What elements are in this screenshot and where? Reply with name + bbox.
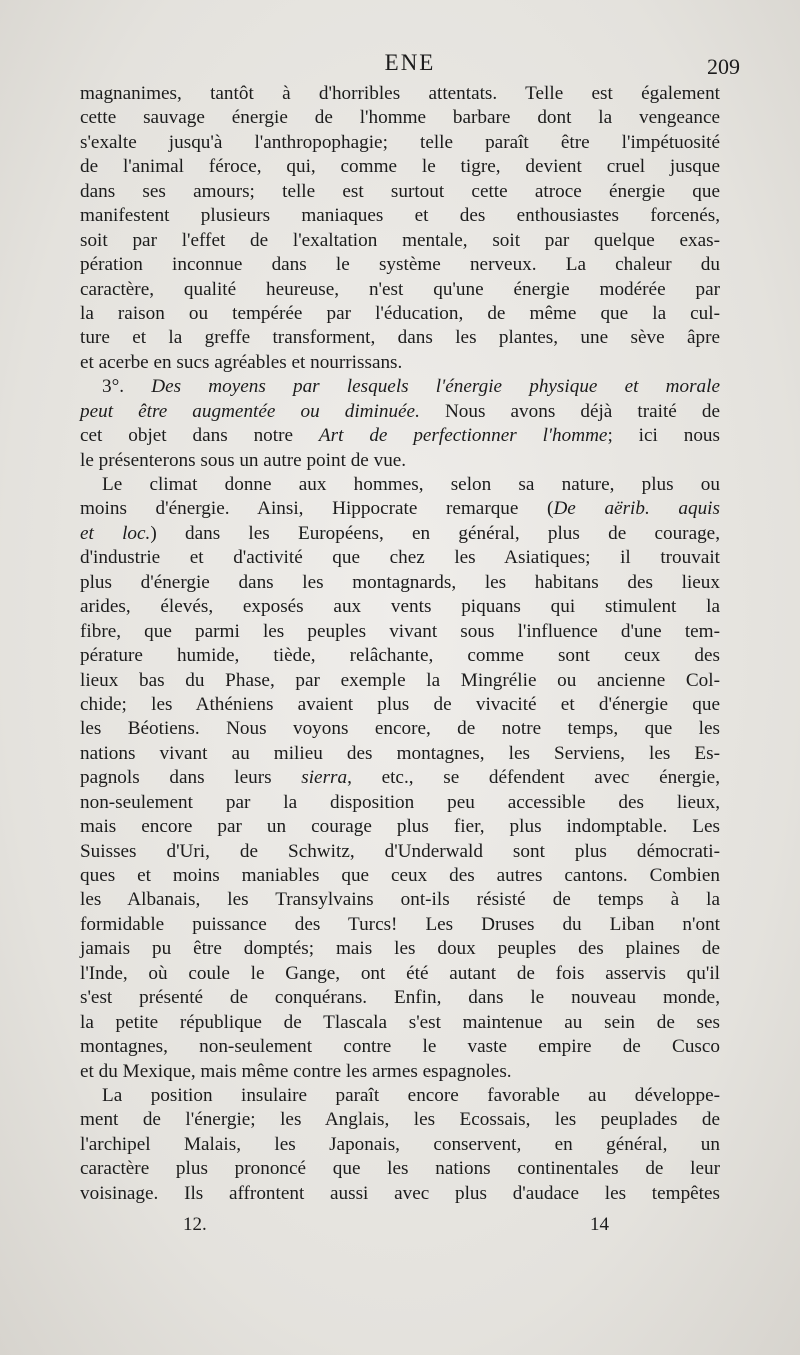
text-run: arides, élevés, exposés aux vents piquans qui stimulent la xyxy=(80,596,720,618)
text-line xyxy=(80,815,720,839)
italic-text: Art de perfectionner l'homme xyxy=(318,425,608,447)
text-run: lieux bas du Phase, par exemple la Mingrélie ou ancienne Col- xyxy=(80,669,720,691)
text-run: cette sauvage énergie de l'homme barbare dont la vengeance xyxy=(80,107,720,129)
text-run: pagnols dans leurs xyxy=(80,767,302,789)
text-run: pérature humide, tiède, relâchante, comme sont ceux des xyxy=(80,645,720,667)
text-run: formidable puissance des Turcs! Les Druses du Liban n'ont xyxy=(80,913,720,935)
text-line xyxy=(80,986,720,1010)
text-line xyxy=(80,840,720,864)
text-line xyxy=(80,375,720,399)
text-line xyxy=(80,131,720,155)
page-header xyxy=(80,50,740,80)
text-run: s'est présenté de conquérans. Enfin, dans le nouveau monde, xyxy=(80,987,720,1009)
text-line xyxy=(80,424,720,448)
text-line xyxy=(80,742,720,766)
text-run: moins d'énergie. Ainsi, Hippocrate remarque ( xyxy=(80,498,554,520)
gathering-mark: 14 xyxy=(590,1214,609,1235)
text-run: manifestent plusieurs maniaques et des enthousiastes forcenés, xyxy=(80,205,720,227)
text-line xyxy=(80,204,720,228)
text-line xyxy=(80,888,720,912)
text-run: l'Inde, où coule le Gange, ont été autant de fois asservis qu'il xyxy=(80,962,720,984)
text-run: la petite république de Tlascala s'est maintenue au sein de ses xyxy=(80,1011,720,1033)
text-run: montagnes, non-seulement contre le vaste empire de Cusco xyxy=(80,1036,720,1058)
text-line xyxy=(80,717,720,741)
text-line xyxy=(80,229,720,253)
text-line xyxy=(80,1182,720,1206)
text-line xyxy=(80,82,720,106)
text-run: l'archipel Malais, les Japonais, conservent, en général, un xyxy=(80,1133,720,1155)
text-run: fibre, que parmi les peuples vivant sous l'influence d'une tem- xyxy=(80,620,720,642)
text-run: Nous avons déjà traité de xyxy=(419,400,720,422)
text-line xyxy=(80,106,720,130)
italic-text: sierra xyxy=(301,767,348,789)
text-run: soit par l'effet de l'exaltation mentale, soit par quelque exas- xyxy=(80,229,720,251)
text-line xyxy=(80,180,720,204)
text-line xyxy=(80,864,720,888)
text-run: 3°. xyxy=(102,376,152,398)
text-line xyxy=(80,644,720,668)
text-line xyxy=(80,326,720,350)
text-run: ; ici nous xyxy=(607,425,720,447)
text-run: dans ses amours; telle est surtout cette atroce énergie que xyxy=(80,180,720,202)
text-run: magnanimes, tantôt à d'horribles attentats. Telle est également xyxy=(80,83,720,104)
text-run: caractère plus prononcé que les nations continentales de leur xyxy=(80,1158,720,1180)
text-run: caractère, qualité heureuse, n'est qu'une énergie modérée par xyxy=(80,278,720,300)
text-line xyxy=(80,400,720,424)
text-run: s'exalte jusqu'à l'anthropophagie; telle paraît être l'impétuosité xyxy=(80,131,720,153)
text-run: ques et moins maniables que ceux des autres cantons. Combien xyxy=(80,865,720,886)
text-run: d'industrie et d'activité que chez les Asiatiques; il trouvait xyxy=(80,547,720,569)
text-run: ment de l'énergie; les Anglais, les Ecossais, les peuplades de xyxy=(80,1109,720,1131)
text-run: , etc., se défendent avec énergie, xyxy=(347,767,720,789)
text-run: chide; les Athéniens avaient plus de vivacité et d'énergie que xyxy=(80,693,720,715)
body-text xyxy=(80,82,720,1206)
text-line xyxy=(80,522,720,546)
text-line xyxy=(80,1133,720,1157)
page-number: 209 xyxy=(707,54,740,79)
text-run: ture et la greffe transforment, dans les plantes, une sève âpre xyxy=(80,327,720,349)
text-line xyxy=(80,693,720,717)
text-line xyxy=(80,497,720,521)
italic-text: Des moyens par lesquels l'énergie physique et morale xyxy=(151,376,720,398)
text-run: de l'animal féroce, qui, comme le tigre, devient cruel jusque xyxy=(80,156,720,178)
italic-text: peut être augmentée ou diminuée. xyxy=(80,400,420,422)
running-head: ENE xyxy=(384,50,436,75)
text-run: voisinage. Ils affrontent aussi avec plus d'audace les tempêtes xyxy=(80,1182,720,1204)
text-run: les Béotiens. Nous voyons encore, de notre temps, que les xyxy=(80,718,720,740)
text-run: et acerbe en sucs agréables et nourrissans. xyxy=(80,351,403,373)
text-run: le présenterons sous un autre point de vue. xyxy=(80,449,407,471)
text-line xyxy=(80,449,720,473)
text-line xyxy=(80,595,720,619)
text-line xyxy=(80,253,720,277)
text-line xyxy=(80,620,720,644)
text-line xyxy=(80,791,720,815)
italic-text: De aërib. aquis xyxy=(553,498,720,520)
text-line xyxy=(80,913,720,937)
text-line xyxy=(80,1035,720,1059)
text-run: ) dans les Européens, en général, plus de courage, xyxy=(150,522,720,544)
text-line xyxy=(80,1157,720,1181)
text-line xyxy=(80,1084,720,1108)
text-line xyxy=(80,1060,720,1084)
text-run: Le climat donne aux hommes, selon sa nature, plus ou xyxy=(102,474,720,495)
text-line xyxy=(80,546,720,570)
text-run: plus d'énergie dans les montagnards, les habitans des lieux xyxy=(80,571,720,593)
italic-text: et loc. xyxy=(80,522,151,544)
text-line xyxy=(80,1108,720,1132)
text-line xyxy=(80,669,720,693)
signature-mark: 12. xyxy=(183,1214,207,1235)
text-line xyxy=(80,1011,720,1035)
text-run: jamais pu être domptés; mais les doux peuples des plaines de xyxy=(80,938,720,960)
text-run: La position insulaire paraît encore favorable au développe- xyxy=(102,1084,720,1106)
text-line xyxy=(80,278,720,302)
text-line xyxy=(80,155,720,179)
text-run: non-seulement par la disposition peu accessible des lieux, xyxy=(80,791,720,813)
text-run: nations vivant au milieu des montagnes, les Serviens, les Es- xyxy=(80,742,720,764)
text-line xyxy=(80,937,720,961)
text-line xyxy=(80,962,720,986)
text-run: pération inconnue dans le système nerveux. La chaleur du xyxy=(80,254,720,276)
text-run: la raison ou tempérée par l'éducation, de même que la cul- xyxy=(80,302,720,324)
text-run: et du Mexique, mais même contre les armes espagnoles. xyxy=(80,1060,512,1082)
text-run: mais encore par un courage plus fier, plus indomptable. Les xyxy=(80,816,720,838)
text-line xyxy=(80,351,720,375)
text-run: les Albanais, les Transylvains ont-ils résisté de temps à la xyxy=(80,889,720,911)
text-line xyxy=(80,473,720,497)
text-line xyxy=(80,571,720,595)
text-run: cet objet dans notre xyxy=(80,425,319,447)
text-line xyxy=(80,302,720,326)
text-run: Suisses d'Uri, de Schwitz, d'Underwald sont plus démocrati- xyxy=(80,840,720,862)
text-line xyxy=(80,766,720,790)
page-footer xyxy=(80,1214,720,1244)
